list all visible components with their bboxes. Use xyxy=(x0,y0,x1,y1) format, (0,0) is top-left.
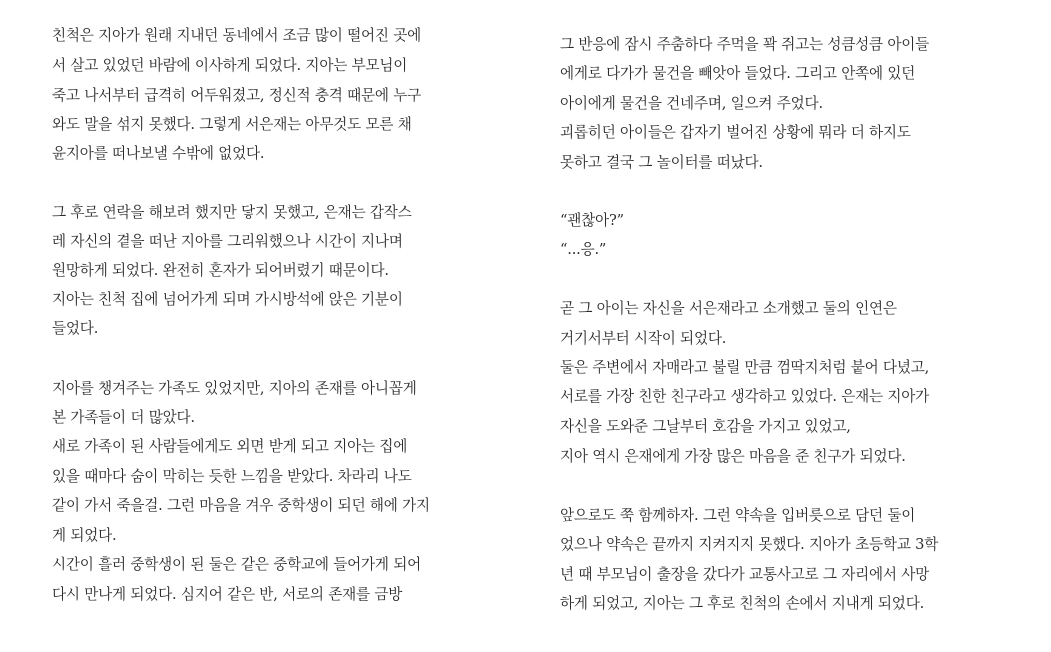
dialogue-line: “...응.” xyxy=(560,241,607,258)
text-line: 거기서부터 시작이 되었다. xyxy=(560,330,727,347)
text-line: 그 반응에 잠시 주춤하다 주먹을 꽉 쥐고는 성큼성큼 아이들 xyxy=(560,36,930,53)
text-line: 었으나 약속은 끝까지 지켜지지 못했다. 지아가 초등학교 3학 xyxy=(560,536,939,553)
text-line: 그 후로 연락을 해보려 했지만 닿지 못했고, 은재는 갑작스 xyxy=(52,204,412,221)
text-line: 곧 그 아이는 자신을 서은재라고 소개했고 둘의 인연은 xyxy=(560,300,897,317)
text-line: 들었다. xyxy=(52,320,99,337)
text-line: 같이 가서 죽을걸. 그런 마음을 겨우 중학생이 되던 해에 가지 xyxy=(52,497,430,514)
text-line: 게 되었다. xyxy=(52,527,117,544)
text-line: 다시 만나게 되었다. 심지어 같은 반, 서로의 존재를 금방 xyxy=(52,586,403,603)
text-line: 친척은 지아가 원래 지내던 동네에서 조금 많이 떨어진 곳에 xyxy=(52,27,422,44)
text-line: 시간이 흘러 중학생이 된 둘은 같은 중학교에 들어가게 되어 xyxy=(52,556,422,573)
text-line: 괴롭히던 아이들은 갑자기 벌어진 상황에 뭐라 더 하지도 xyxy=(560,124,911,141)
text-line: 서로를 가장 친한 친구라고 생각하고 있었다. 은재는 지아가 xyxy=(560,388,930,405)
text-line: 년 때 부모님이 출장을 갔다가 교통사고로 그 자리에서 사망 xyxy=(560,566,930,583)
text-line: 못하고 결국 그 놀이터를 떠났다. xyxy=(560,154,763,171)
text-line: 지아 역시 은재에게 가장 많은 마음을 준 친구가 되었다. xyxy=(560,448,906,465)
text-line: 지아를 챙겨주는 가족도 있었지만, 지아의 존재를 아니꼽게 xyxy=(52,380,417,397)
text-line: 아이에게 물건을 건네주며, 일으켜 주었다. xyxy=(560,95,823,112)
text-line: 둘은 주변에서 자매라고 불릴 만큼 껌딱지처럼 붙어 다녔고, xyxy=(560,359,930,376)
text-line: 지아는 친척 집에 넘어가게 되며 가시방석에 앉은 기분이 xyxy=(52,291,403,308)
text-line: 서 살고 있었던 바람에 이사하게 되었다. 지아는 부모님이 xyxy=(52,57,408,74)
dialogue-line: “괜찮아?” xyxy=(560,212,624,229)
text-line: 있을 때마다 숨이 막히는 듯한 느낌을 받았다. 차라리 나도 xyxy=(52,468,412,485)
text-line: 앞으로도 쭉 함께하자. 그런 약속을 입버릇으로 담던 둘이 xyxy=(560,507,916,524)
text-line: 원망하게 되었다. 완전히 혼자가 되어버렸기 때문이다. xyxy=(52,262,389,279)
text-line: 자신을 도와준 그날부터 호감을 가지고 있었고, xyxy=(560,418,851,435)
text-line: 죽고 나서부터 급격히 어두워졌고, 정신적 충격 때문에 누구 xyxy=(52,87,422,104)
text-line: 와도 말을 섞지 못했다. 그렇게 서은재는 아무것도 모른 채 xyxy=(52,116,412,133)
text-line: 하게 되었고, 지아는 그 후로 친척의 손에서 지내게 되었다. xyxy=(560,595,925,612)
text-line: 윤지아를 떠나보낼 수밖에 없었다. xyxy=(52,145,265,162)
text-line: 에게로 다가가 물건을 빼앗아 들었다. 그리고 안쪽에 있던 xyxy=(560,65,916,82)
text-line: 새로 가족이 된 사람들에게도 외면 받게 되고 지아는 집에 xyxy=(52,438,408,455)
text-line: 레 자신의 곁을 떠난 지아를 그리워했으나 시간이 지나며 xyxy=(52,233,403,250)
text-line: 본 가족들이 더 많았다. xyxy=(52,409,195,426)
